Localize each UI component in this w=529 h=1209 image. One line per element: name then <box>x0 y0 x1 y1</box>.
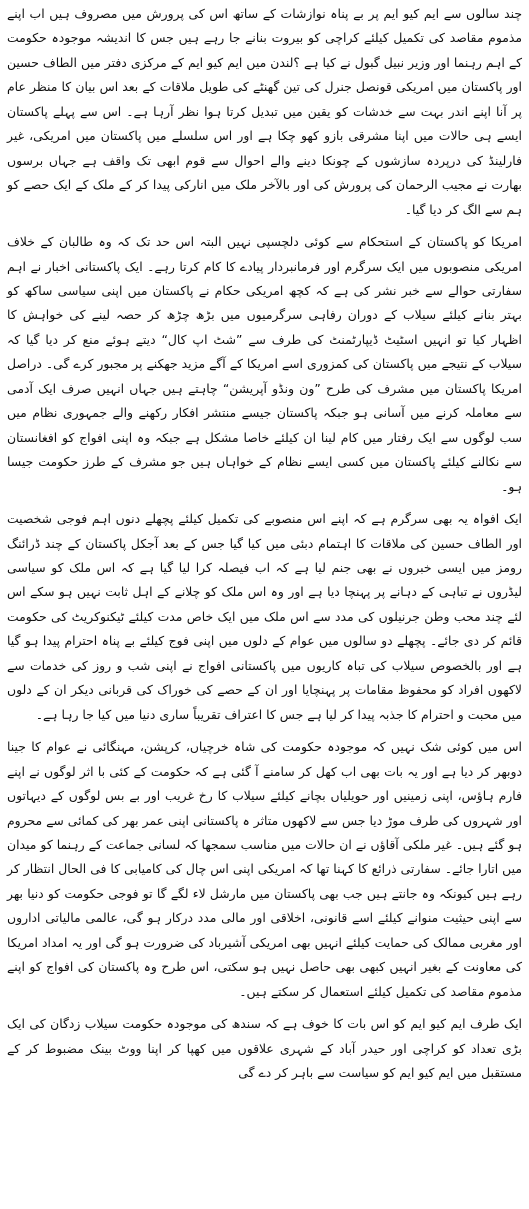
paragraph-3: ایک افواہ یہ بھی سرگرم ہے کہ اپنے اس منصوبے کی تکمیل کیلئے پچھلے دنوں اہم فوجی شخصیت اور الطاف حسین کی ملاقات کا اہتمام دبئی میں کیا گیا جس کے بعد آجکل پاکستان کے چند ڈرائنگ رومز میں ایسی خبروں نے بھی جنم لیا ہے کہ اب فیصلہ کرا لیا گیا ہے کہ اس ملک کو سیاسی لیڈروں نے تباہی کے دہانے پر پہنچا دیا ہے اور وہ اس ملک کو چلانے کے اہل ثابت نہیں ہو سکے اس لئے چند محب وطن جرنیلوں کی مدد سے اس ملک میں ایک خاص مدت کیلئے ٹیکنوکریٹ کی حکومت قائم کر دی جائے۔ پچھلے دو سالوں میں عوام کے دلوں میں اپنی فوج کیلئے بے پناہ احترام پیدا ہو گیا ہے اور بالخصوص سیلاب کی تباہ کاریوں میں پاکستانی افواج نے اپنی شب و روز کی خدمات سے لاکھوں افراد کو محفوظ مقامات پر پہنچایا اور ان کے حصے کی خوراک کی قربانی دیکر ان کے دلوں میں محبت و احترام کا جذبہ پیدا کر لیا ہے جس کا اعتراف تقریباً ساری دنیا میں کیا جا رہا ہے۔ <box>7 511 522 722</box>
paragraph-2: امریکا کو پاکستان کے استحکام سے کوئی دلچسپی نہیں البتہ اس حد تک کہ وہ طالبان کے خلاف امریکی منصوبوں میں ایک سرگرم اور فرمانبردار پیادے کا کام کرتا رہے۔ ایک پاکستانی اخبار نے اہم سفارتی حوالے سے خبر نشر کی ہے کہ کچھ امریکی حکام نے پاکستان میں اپنی سیاسی ساکھ کو بہتر بنانے کیلئے سیلاب کے دوران رفاہی سرگرمیوں میں بڑھ چڑھ کر حصہ لینے کی خواہش کا اظہار کیا تو انہیں اسٹیٹ ڈیپارٹمنٹ کی طرف سے ”شٹ اپ کال“ دیتے ہوئے منع کر دیا گیا کہ سیلاب کے نتیجے میں پاکستان کی کمزوری اسے امریکا کے آگے مزید جھکنے پر مجبور کرے گی۔ دراصل امریکا پاکستان میں مشرف کی طرح ”ون ونڈو آپریشن“ چاہتے ہیں جہاں انہیں صرف ایک آدمی سے معاملہ کرنے میں آسانی ہو جبکہ پاکستان جیسے منتشر افکار رکھنے والے جمہوری نظام میں سب لوگوں سے ایک رفتار میں کام لینا ان کیلئے خاصا مشکل ہے جبکہ وہ اپنی افواج کو افغانستان سے نکالنے کیلئے پاکستان میں کسی ایسے نظام کے خواہاں ہیں جو مشرف کے طرز حکومت جیسا ہو۔ <box>7 234 522 494</box>
paragraph-5: ایک طرف ایم کیو ایم کو اس بات کا خوف ہے کہ سندھ کی موجودہ حکومت سیلاب زدگان کی ایک بڑی تعداد کو کراچی اور حیدر آباد کے شہری علاقوں میں کھپا کر اپنا ووٹ بینک مضبوط کر کے مستقبل میں ایم کیو ایم کو سیاست سے باہر کر دے گی <box>7 1016 522 1081</box>
paragraph-4: اس میں کوئی شک نہیں کہ موجودہ حکومت کی شاہ خرچیاں، کرپشن، مہنگائی نے عوام کا جینا دوبھر کر دیا ہے اور یہ بات بھی اب کھل کر سامنے آ گئی ہے کہ حکومت کے کئی با اثر لوگوں نے اپنے فارم ہاؤس، اپنی زمینیں اور حویلیاں بچانے کیلئے سیلاب کا رخ غریب اور بے بس لوگوں کے دیہاتوں اور شہروں کی طرف موڑ دیا جس سے لاکھوں متاثر ہ پاکستانی اپنی عمر بھر کی کمائی سے محروم ہو گئے ہیں۔ غیر ملکی آقاؤں نے ان حالات میں مناسب سمجھا کہ لسانی جماعت کے رہنما کو میدان میں اتارا جائے۔ سفارتی ذرائع کا کہنا تھا کہ امریکی اپنی اس چال کی کامیابی کا فی الحال انتظار کر رہے ہیں کیونکہ وہ جانتے ہیں جب بھی پاکستان میں مارشل لاء لگے گا تو فوجی حکومت کو دنیا بھر سے اپنی حیثیت منوانے کیلئے اسے قانونی، اخلاقی اور مالی مدد درکار ہو گی، عالمی مالیاتی اداروں اور مغربی ممالک کی حمایت کیلئے انہیں بھی امریکی آشیرباد کی ضرورت ہو گی اور یہ امداد امریکا کی معاونت کے بغیر انہیں کبھی بھی حاصل نہیں ہو سکتی، اس طرح وہ پاکستان کی افواج کو اپنے مذموم مقاصد کی تکمیل کیلئے استعمال کر سکتے ہیں۔ <box>7 739 522 999</box>
paragraph-1: چند سالوں سے ایم کیو ایم پر بے پناہ نوازشات کے ساتھ اس کی پرورش میں مصروف ہیں اب اپنے مذموم مقاصد کی تکمیل کیلئے کراچی کو بیروت بنانے جا رہے ہیں جس کا اندیشہ موجودہ حکومت کے اہم رہنما اور وزیر نبیل گبول نے کیا ہے ؟لندن میں ایم کیو ایم کے مرکزی دفتر میں الطاف حسین اور پاکستان میں امریکی قونصل جنرل کی تین گھنٹے کی طویل ملاقات کے بعد اس بیان کا منظر عام پر آنا اپنے اندر بہت سے خدشات کو یقین میں تبدیل کرتا ہوا نظر آرہا ہے۔ اس سے پہلے پاکستان ایسے ہی حالات میں اپنا مشرقی بازو کھو چکا ہے اور اس سلسلے میں پاکستان میں امریکی، غیر فارلینڈ کی درپردہ سازشوں کے چونکا دینے والے احوال سے قوم ابھی تک واقف ہے جہاں برسوں بھارت نے مجیب الرحمان کی پرورش کی اور بالآخر ملک میں انارکی پیدا کر کے ملک کے ایک حصے کو ہم سے الگ کر دیا گیا۔ <box>7 6 522 217</box>
